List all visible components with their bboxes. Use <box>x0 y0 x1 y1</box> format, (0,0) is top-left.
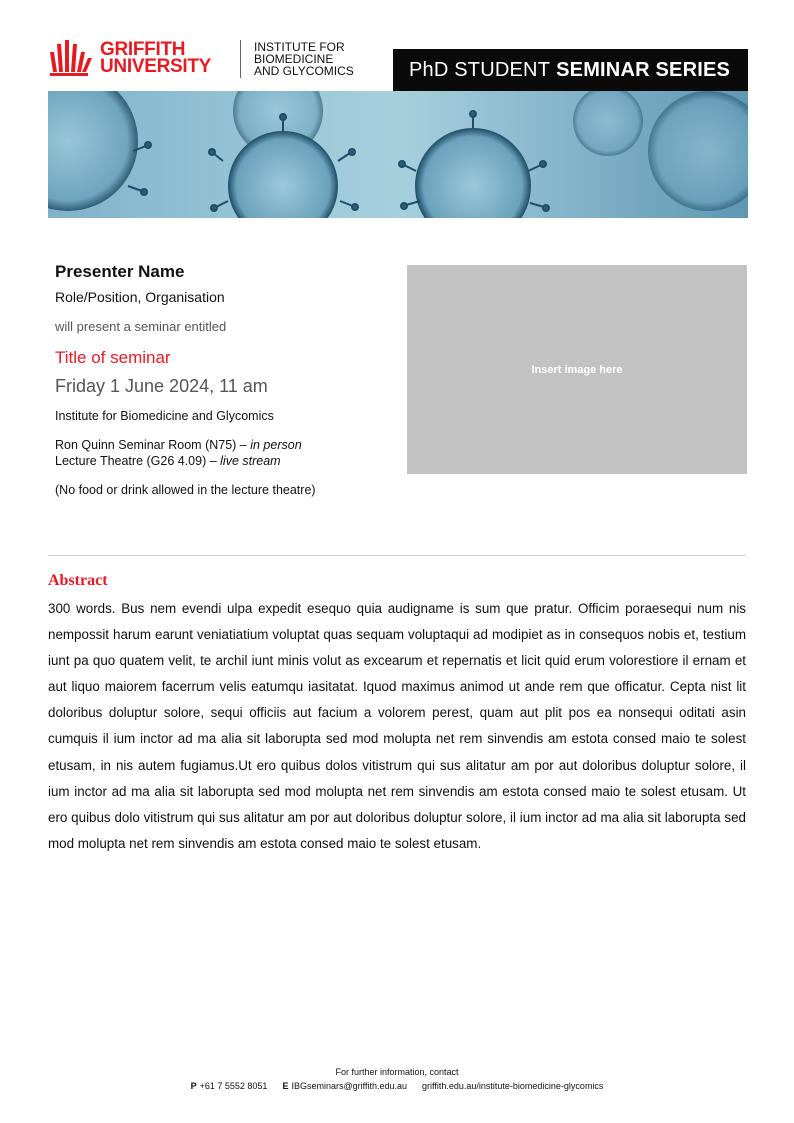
seminar-details <box>55 262 395 497</box>
virus-illustration <box>48 91 748 218</box>
logo-wordmark <box>100 41 211 75</box>
venue-1-text: Ron Quinn Seminar Room (N75) – <box>55 438 251 452</box>
image-placeholder-label: Insert image here <box>531 363 623 376</box>
presenter-name: Presenter Name <box>55 262 185 281</box>
venue-in-person <box>55 437 395 453</box>
griffith-logo <box>48 38 211 78</box>
phone-label: P <box>190 1081 197 1091</box>
institute-name <box>254 41 354 77</box>
series-banner <box>393 49 748 91</box>
series-prefix: PhD STUDENT <box>409 58 551 81</box>
section-divider <box>48 555 746 556</box>
footer-contact-line: For further information, contact <box>335 1067 459 1077</box>
seminar-date: Friday 1 June 2024, 11 am <box>55 376 268 396</box>
footer-phone: +61 7 5552 8051 <box>199 1081 268 1091</box>
footer-email[interactable]: IBGseminars@griffith.edu.au <box>291 1081 407 1091</box>
email-label: E <box>282 1081 289 1091</box>
presenter-role: Role/Position, Organisation <box>55 289 225 305</box>
institute-line-1: INSTITUTE FOR <box>254 40 345 54</box>
venue-1-mode: in person <box>250 438 302 452</box>
venue-2-text: Lecture Theatre (G26 4.09) – <box>55 454 221 468</box>
abstract-body: 300 words. Bus nem evendi ulpa expedit esequo quia audigname is sum que pratur. Officim poraesequi num nis nempossit harum earunt veniatiatium voluptat quas sequam voluptaqui ad modipiet as in consequos nobis et, testium iunt pa quo quatem velit, te archil iunt minis volut as excearum et repernatis et licit quid erum volorestiore il ernam et aut liquo maiorem facerrum velis eatumqu iasitatat. Iquod maximus animod ut ande rem que officatur. Cepta nist lit doloribus doluptur solore, sequi officiis aut facium a volorem perest, quam aut plit pos ea nonsequi oditati asin cumquis il ium inctor ad ma alia sit laborupta sed mod molupta net rem sinvendis am estota consed maio te solest etusam, in nis autem fugiamus.Ut ero quibus dolos vitistrum qui sus alitatur am por aut doloribus doluptur solore, il ium inctor ad ma alia sit laborupta sed mod molupta net rem sinvendis am estota consed maio te solest etusam. Ut ero quibus dolo vitistrum qui sus alitatur am por aut doloribus doluptur solore, il ium inctor ad ma alia sit laborupta sed mod molupta net rem sinvendis am estota consed maio te solest etusam. <box>48 601 746 851</box>
institute-line-2: BIOMEDICINE <box>254 52 334 66</box>
logo-line-1: GRIFFITH <box>100 39 186 60</box>
logo-line-2: UNIVERSITY <box>100 56 212 77</box>
venue-live-stream <box>55 453 395 469</box>
seminar-institute: Institute for Biomedicine and Glycomics <box>55 409 274 423</box>
seminar-title: Title of seminar <box>55 348 171 367</box>
footer-website[interactable]: griffith.edu.au/institute-biomedicine-glycomics <box>422 1081 604 1091</box>
crest-icon <box>48 38 94 78</box>
venue-2-mode: live stream <box>220 454 281 468</box>
seminar-note: (No food or drink allowed in the lecture theatre) <box>55 483 316 497</box>
footer-contact-details <box>0 1081 794 1091</box>
image-placeholder <box>407 265 747 474</box>
header-banner-image <box>48 91 748 218</box>
seminar-venues <box>55 437 395 469</box>
abstract-heading: Abstract <box>48 572 108 589</box>
seminar-intro: will present a seminar entitled <box>55 319 227 334</box>
series-title: SEMINAR SERIES <box>556 58 731 81</box>
logo-divider <box>240 40 241 78</box>
institute-line-3: AND GLYCOMICS <box>254 64 354 78</box>
